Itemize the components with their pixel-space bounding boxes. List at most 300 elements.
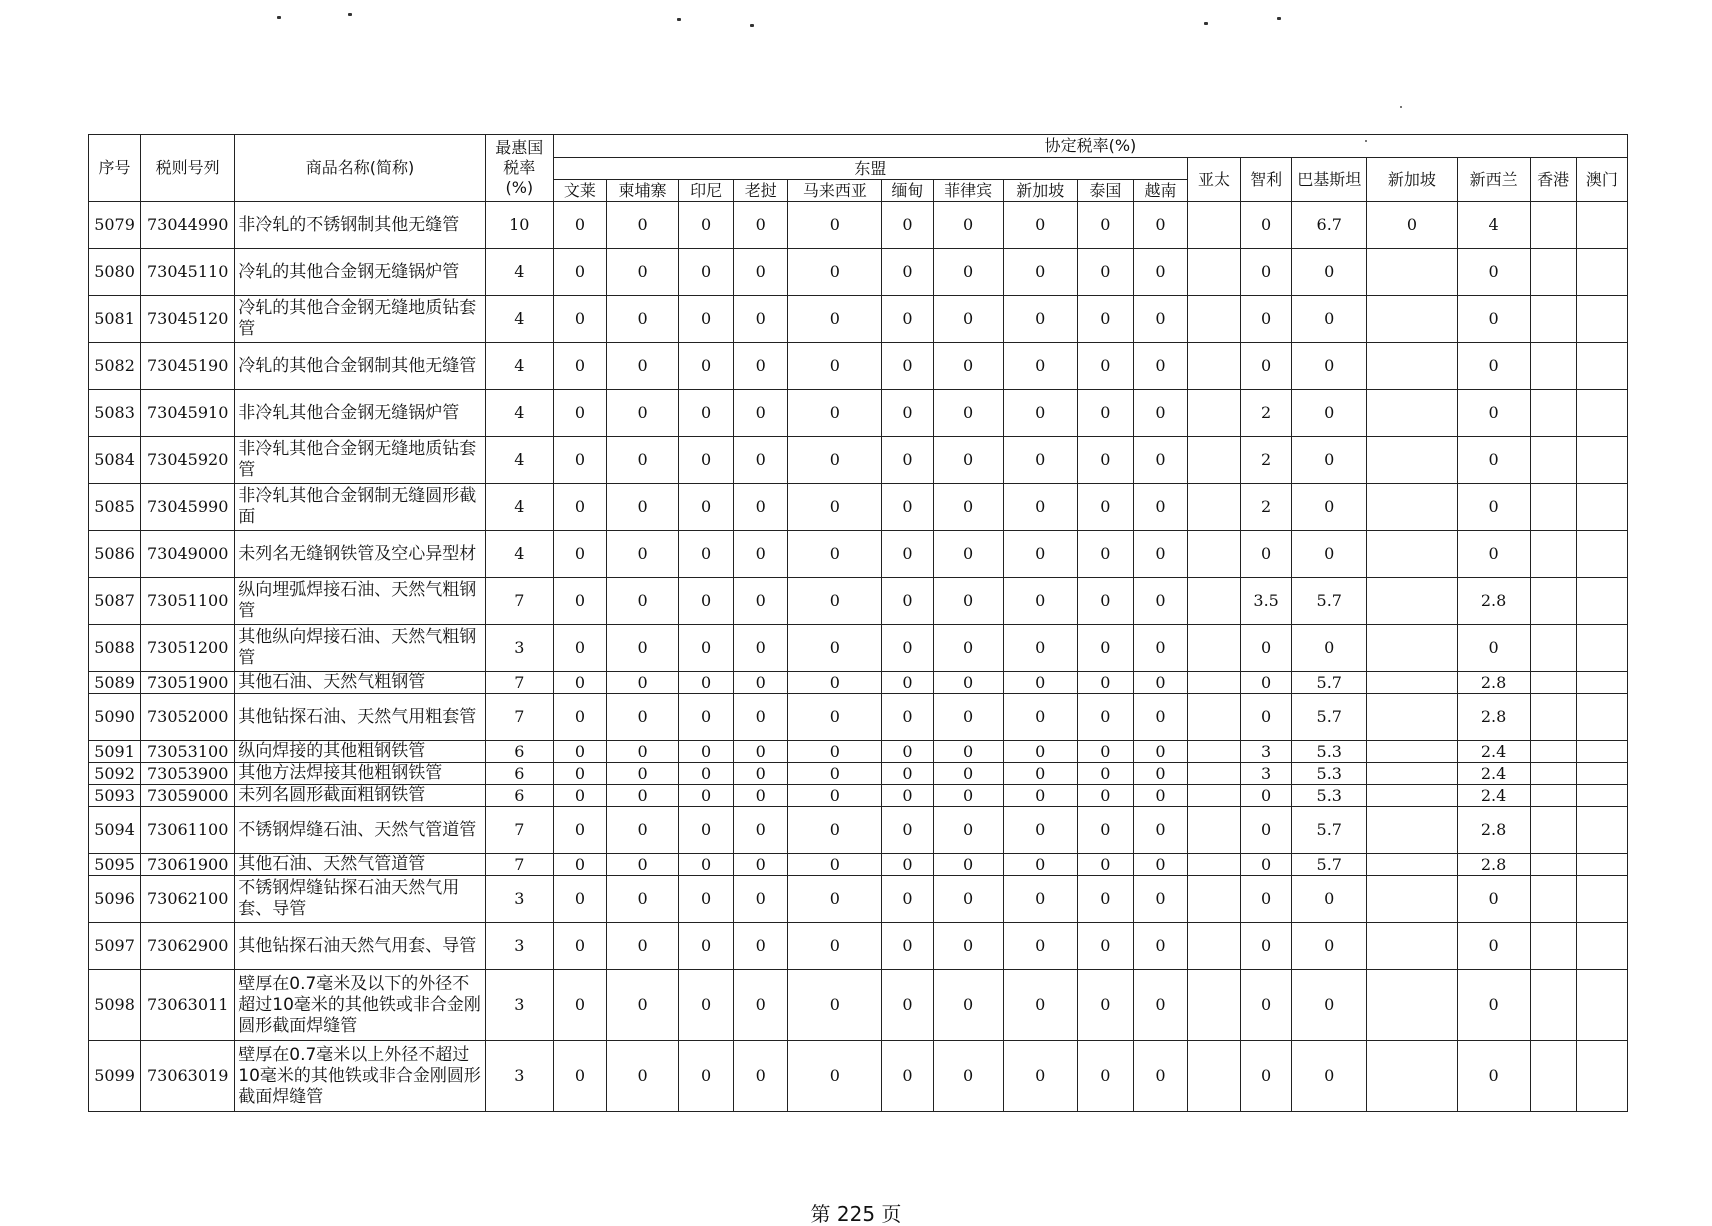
row-asean-rate: 0: [1133, 1041, 1187, 1112]
row-mfn: 4: [485, 249, 553, 296]
row-other-rate: [1188, 785, 1241, 807]
row-asean-rate: 0: [788, 785, 882, 807]
row-asean-rate: 0: [788, 296, 882, 343]
row-asean-rate: 0: [606, 1041, 678, 1112]
row-other-rate: 0: [1292, 1041, 1367, 1112]
row-asean-rate: 0: [606, 876, 678, 923]
header-other: 香港: [1530, 158, 1576, 202]
row-other-rate: [1367, 741, 1457, 763]
row-name: 不锈钢焊缝石油、天然气管道管: [235, 807, 485, 854]
row-seq: 5088: [89, 625, 141, 672]
row-asean-rate: 0: [553, 672, 606, 694]
row-other-rate: [1576, 390, 1627, 437]
row-asean-rate: 0: [553, 578, 606, 625]
row-asean-rate: 0: [788, 202, 882, 249]
row-seq: 5085: [89, 484, 141, 531]
row-other-rate: [1188, 296, 1241, 343]
row-other-rate: 2.8: [1457, 807, 1530, 854]
row-other-rate: [1576, 296, 1627, 343]
row-asean-rate: 0: [734, 625, 788, 672]
row-asean-rate: 0: [679, 807, 734, 854]
row-asean-rate: 0: [734, 202, 788, 249]
row-asean-rate: 0: [1077, 296, 1133, 343]
row-asean-rate: 0: [1077, 1041, 1133, 1112]
row-other-rate: 0: [1457, 876, 1530, 923]
row-asean-rate: 0: [1077, 741, 1133, 763]
page-number: 第 225 页: [810, 1202, 902, 1226]
row-other-rate: [1576, 484, 1627, 531]
row-name: 壁厚在0.7毫米及以下的外径不超过10毫米的其他铁或非合金刚圆形截面焊缝管: [235, 970, 485, 1041]
row-asean-rate: 0: [734, 672, 788, 694]
row-asean-rate: 0: [788, 390, 882, 437]
row-code: 73052000: [141, 694, 235, 741]
row-asean-rate: 0: [882, 854, 933, 876]
row-other-rate: [1367, 249, 1457, 296]
row-other-rate: 2.4: [1457, 741, 1530, 763]
row-mfn: 7: [485, 694, 553, 741]
row-other-rate: 0: [1241, 970, 1292, 1041]
row-other-rate: [1188, 694, 1241, 741]
row-other-rate: [1576, 741, 1627, 763]
row-asean-rate: 0: [679, 343, 734, 390]
row-other-rate: 0: [1457, 484, 1530, 531]
row-other-rate: [1576, 785, 1627, 807]
row-asean-rate: 0: [553, 296, 606, 343]
row-asean-rate: 0: [933, 923, 1003, 970]
row-mfn: 10: [485, 202, 553, 249]
row-seq: 5083: [89, 390, 141, 437]
row-asean-rate: 0: [1077, 694, 1133, 741]
table-row: [89, 854, 1628, 876]
row-other-rate: [1367, 390, 1457, 437]
header-mfn-line3: (%): [505, 178, 534, 197]
row-other-rate: [1530, 202, 1576, 249]
row-other-rate: [1188, 741, 1241, 763]
row-asean-rate: 0: [679, 741, 734, 763]
row-code: 73053100: [141, 741, 235, 763]
row-asean-rate: 0: [882, 694, 933, 741]
table-row: [89, 876, 1628, 923]
row-asean-rate: 0: [882, 249, 933, 296]
row-other-rate: 2.8: [1457, 672, 1530, 694]
row-asean-rate: 0: [1003, 854, 1077, 876]
row-asean-rate: 0: [679, 437, 734, 484]
row-other-rate: 0: [1241, 531, 1292, 578]
row-other-rate: [1188, 484, 1241, 531]
row-asean-rate: 0: [1077, 763, 1133, 785]
row-other-rate: [1576, 343, 1627, 390]
row-asean-rate: 0: [1133, 854, 1187, 876]
row-seq: 5096: [89, 876, 141, 923]
row-asean-rate: 0: [679, 484, 734, 531]
row-asean-rate: 0: [933, 763, 1003, 785]
row-asean-rate: 0: [606, 923, 678, 970]
row-asean-rate: 0: [553, 202, 606, 249]
row-name: 冷轧的其他合金钢制其他无缝管: [235, 343, 485, 390]
row-other-rate: [1576, 437, 1627, 484]
row-asean-rate: 0: [788, 672, 882, 694]
row-other-rate: [1530, 390, 1576, 437]
row-asean-rate: 0: [606, 343, 678, 390]
row-asean-rate: 0: [1077, 625, 1133, 672]
row-seq: 5094: [89, 807, 141, 854]
row-asean-rate: 0: [1077, 876, 1133, 923]
row-asean-rate: 0: [606, 578, 678, 625]
row-asean-rate: 0: [882, 484, 933, 531]
header-asean-country: 新加坡: [1003, 180, 1077, 202]
row-other-rate: [1188, 343, 1241, 390]
row-asean-rate: 0: [734, 785, 788, 807]
row-asean-rate: 0: [882, 672, 933, 694]
row-other-rate: 0: [1457, 343, 1530, 390]
row-code: 73059000: [141, 785, 235, 807]
row-asean-rate: 0: [553, 1041, 606, 1112]
row-other-rate: 3: [1241, 741, 1292, 763]
table-body: [89, 202, 1628, 1112]
row-asean-rate: 0: [1077, 785, 1133, 807]
table-row: [89, 970, 1628, 1041]
row-other-rate: 3.5: [1241, 578, 1292, 625]
row-other-rate: [1530, 741, 1576, 763]
row-asean-rate: 0: [734, 807, 788, 854]
header-asean-country: 柬埔寨: [606, 180, 678, 202]
row-other-rate: [1530, 484, 1576, 531]
row-asean-rate: 0: [734, 296, 788, 343]
header-seq: 序号: [89, 135, 141, 202]
row-asean-rate: 0: [734, 1041, 788, 1112]
row-asean-rate: 0: [788, 531, 882, 578]
row-code: 73063011: [141, 970, 235, 1041]
row-asean-rate: 0: [734, 484, 788, 531]
row-asean-rate: 0: [882, 1041, 933, 1112]
row-other-rate: [1188, 923, 1241, 970]
row-asean-rate: 0: [1133, 763, 1187, 785]
row-other-rate: [1367, 807, 1457, 854]
row-other-rate: [1188, 672, 1241, 694]
row-other-rate: [1188, 876, 1241, 923]
row-mfn: 7: [485, 672, 553, 694]
header-other: 智利: [1241, 158, 1292, 202]
row-asean-rate: 0: [1133, 296, 1187, 343]
row-mfn: 4: [485, 531, 553, 578]
row-asean-rate: 0: [1003, 807, 1077, 854]
row-other-rate: [1576, 531, 1627, 578]
row-asean-rate: 0: [1003, 390, 1077, 437]
row-other-rate: [1530, 672, 1576, 694]
row-seq: 5097: [89, 923, 141, 970]
row-asean-rate: 0: [882, 741, 933, 763]
row-other-rate: 0: [1292, 876, 1367, 923]
row-asean-rate: 0: [788, 1041, 882, 1112]
row-asean-rate: 0: [1003, 876, 1077, 923]
header-asean-country: 越南: [1133, 180, 1187, 202]
row-other-rate: 0: [1457, 249, 1530, 296]
row-other-rate: 5.7: [1292, 854, 1367, 876]
row-asean-rate: 0: [788, 807, 882, 854]
row-name: 其他石油、天然气粗钢管: [235, 672, 485, 694]
header-other: 新加坡: [1367, 158, 1457, 202]
row-seq: 5093: [89, 785, 141, 807]
row-other-rate: [1576, 578, 1627, 625]
table-row: [89, 923, 1628, 970]
row-asean-rate: 0: [679, 578, 734, 625]
row-code: 73061100: [141, 807, 235, 854]
row-mfn: 3: [485, 970, 553, 1041]
row-other-rate: [1576, 923, 1627, 970]
row-asean-rate: 0: [1003, 694, 1077, 741]
header-agreement: 协定税率(%): [553, 135, 1627, 158]
row-asean-rate: 0: [734, 578, 788, 625]
row-mfn: 4: [485, 296, 553, 343]
row-asean-rate: 0: [882, 578, 933, 625]
row-asean-rate: 0: [1003, 763, 1077, 785]
row-asean-rate: 0: [933, 531, 1003, 578]
row-asean-rate: 0: [734, 763, 788, 785]
tariff-table: [88, 134, 1628, 1112]
row-name: 非冷轧其他合金钢无缝地质钻套管: [235, 437, 485, 484]
table-row: [89, 672, 1628, 694]
table-row: [89, 694, 1628, 741]
row-asean-rate: 0: [606, 437, 678, 484]
row-asean-rate: 0: [606, 672, 678, 694]
row-other-rate: [1530, 625, 1576, 672]
row-name: 其他钻探石油、天然气用粗套管: [235, 694, 485, 741]
row-mfn: 7: [485, 854, 553, 876]
header-asean-country: 文莱: [553, 180, 606, 202]
row-other-rate: [1530, 531, 1576, 578]
row-other-rate: 0: [1292, 923, 1367, 970]
row-other-rate: 0: [1292, 437, 1367, 484]
row-asean-rate: 0: [1077, 807, 1133, 854]
row-asean-rate: 0: [734, 854, 788, 876]
row-other-rate: [1367, 343, 1457, 390]
row-asean-rate: 0: [933, 854, 1003, 876]
row-other-rate: [1188, 854, 1241, 876]
row-other-rate: [1367, 854, 1457, 876]
row-other-rate: [1576, 807, 1627, 854]
row-other-rate: [1367, 763, 1457, 785]
row-other-rate: [1530, 343, 1576, 390]
row-asean-rate: 0: [788, 249, 882, 296]
row-asean-rate: 0: [553, 249, 606, 296]
row-asean-rate: 0: [606, 249, 678, 296]
row-asean-rate: 0: [606, 763, 678, 785]
row-other-rate: [1576, 672, 1627, 694]
row-mfn: 6: [485, 785, 553, 807]
row-other-rate: 0: [1457, 970, 1530, 1041]
row-other-rate: [1367, 484, 1457, 531]
row-asean-rate: 0: [606, 785, 678, 807]
row-other-rate: 2.8: [1457, 578, 1530, 625]
row-asean-rate: 0: [1133, 343, 1187, 390]
row-other-rate: 0: [1457, 1041, 1530, 1112]
row-other-rate: [1530, 970, 1576, 1041]
row-code: 73045920: [141, 437, 235, 484]
table-row: [89, 785, 1628, 807]
row-name: 其他钻探石油天然气用套、导管: [235, 923, 485, 970]
row-other-rate: 0: [1292, 484, 1367, 531]
row-asean-rate: 0: [933, 249, 1003, 296]
row-other-rate: [1576, 763, 1627, 785]
row-mfn: 3: [485, 1041, 553, 1112]
row-other-rate: 0: [1292, 970, 1367, 1041]
row-asean-rate: 0: [1003, 923, 1077, 970]
row-other-rate: [1576, 876, 1627, 923]
row-other-rate: [1530, 785, 1576, 807]
row-code: 73062100: [141, 876, 235, 923]
row-asean-rate: 0: [788, 741, 882, 763]
row-mfn: 4: [485, 343, 553, 390]
row-asean-rate: 0: [788, 970, 882, 1041]
row-other-rate: [1367, 1041, 1457, 1112]
row-asean-rate: 0: [734, 390, 788, 437]
row-other-rate: 5.3: [1292, 763, 1367, 785]
row-other-rate: [1367, 923, 1457, 970]
row-asean-rate: 0: [553, 390, 606, 437]
row-asean-rate: 0: [788, 694, 882, 741]
row-other-rate: [1576, 625, 1627, 672]
row-asean-rate: 0: [679, 1041, 734, 1112]
row-other-rate: 0: [1292, 531, 1367, 578]
header-code: 税则号列: [141, 135, 235, 202]
row-other-rate: [1530, 807, 1576, 854]
row-other-rate: 0: [1457, 531, 1530, 578]
row-asean-rate: 0: [679, 531, 734, 578]
row-asean-rate: 0: [788, 625, 882, 672]
row-mfn: 3: [485, 625, 553, 672]
row-other-rate: [1188, 1041, 1241, 1112]
row-asean-rate: 0: [882, 437, 933, 484]
row-asean-rate: 0: [788, 763, 882, 785]
row-asean-rate: 0: [1133, 785, 1187, 807]
row-other-rate: [1367, 531, 1457, 578]
row-other-rate: 0: [1457, 625, 1530, 672]
row-asean-rate: 0: [933, 296, 1003, 343]
row-asean-rate: 0: [553, 807, 606, 854]
row-other-rate: [1367, 876, 1457, 923]
row-asean-rate: 0: [1077, 923, 1133, 970]
row-other-rate: 5.3: [1292, 785, 1367, 807]
row-asean-rate: 0: [1133, 923, 1187, 970]
row-other-rate: [1188, 390, 1241, 437]
row-asean-rate: 0: [679, 296, 734, 343]
row-seq: 5082: [89, 343, 141, 390]
row-asean-rate: 0: [1133, 625, 1187, 672]
row-code: 73045990: [141, 484, 235, 531]
row-asean-rate: 0: [606, 970, 678, 1041]
row-asean-rate: 0: [734, 923, 788, 970]
row-other-rate: [1188, 437, 1241, 484]
row-asean-rate: 0: [882, 923, 933, 970]
row-asean-rate: 0: [553, 923, 606, 970]
row-asean-rate: 0: [1003, 531, 1077, 578]
row-other-rate: [1367, 694, 1457, 741]
row-asean-rate: 0: [734, 876, 788, 923]
row-asean-rate: 0: [1133, 390, 1187, 437]
row-other-rate: [1576, 249, 1627, 296]
header-other: 亚太: [1188, 158, 1241, 202]
row-asean-rate: 0: [1133, 876, 1187, 923]
row-asean-rate: 0: [1133, 672, 1187, 694]
row-asean-rate: 0: [882, 296, 933, 343]
row-other-rate: [1367, 437, 1457, 484]
row-asean-rate: 0: [734, 249, 788, 296]
row-asean-rate: 0: [1003, 672, 1077, 694]
header-mfn-line2: 税率: [503, 158, 536, 177]
row-asean-rate: 0: [679, 876, 734, 923]
scan-speck: [677, 18, 681, 21]
row-asean-rate: 0: [679, 923, 734, 970]
row-code: 73062900: [141, 923, 235, 970]
row-asean-rate: 0: [1003, 484, 1077, 531]
row-other-rate: [1367, 578, 1457, 625]
scan-speck: [1277, 17, 1281, 20]
row-other-rate: 5.7: [1292, 578, 1367, 625]
row-asean-rate: 0: [679, 694, 734, 741]
row-asean-rate: 0: [1133, 249, 1187, 296]
row-other-rate: 0: [1241, 807, 1292, 854]
row-asean-rate: 0: [933, 970, 1003, 1041]
header-asean-country: 缅甸: [882, 180, 933, 202]
row-code: 73045190: [141, 343, 235, 390]
row-other-rate: [1530, 1041, 1576, 1112]
row-asean-rate: 0: [1133, 531, 1187, 578]
row-asean-rate: 0: [933, 625, 1003, 672]
row-asean-rate: 0: [1003, 970, 1077, 1041]
row-name: 纵向埋弧焊接石油、天然气粗钢管: [235, 578, 485, 625]
row-other-rate: 2.8: [1457, 854, 1530, 876]
row-other-rate: 0: [1241, 296, 1292, 343]
header-asean-country: 菲律宾: [933, 180, 1003, 202]
row-asean-rate: 0: [679, 785, 734, 807]
row-asean-rate: 0: [933, 876, 1003, 923]
scan-speck: [750, 24, 754, 27]
row-asean-rate: 0: [734, 531, 788, 578]
row-asean-rate: 0: [1077, 202, 1133, 249]
row-other-rate: [1367, 296, 1457, 343]
row-asean-rate: 0: [679, 625, 734, 672]
row-asean-rate: 0: [553, 785, 606, 807]
row-asean-rate: 0: [882, 785, 933, 807]
row-asean-rate: 0: [606, 854, 678, 876]
header-asean: 东盟: [553, 158, 1187, 180]
row-asean-rate: 0: [1133, 807, 1187, 854]
row-asean-rate: 0: [1077, 249, 1133, 296]
row-other-rate: [1188, 202, 1241, 249]
row-other-rate: [1576, 694, 1627, 741]
row-asean-rate: 0: [679, 249, 734, 296]
row-name: 冷轧的其他合金钢无缝地质钻套管: [235, 296, 485, 343]
table-row: [89, 763, 1628, 785]
row-other-rate: 2: [1241, 390, 1292, 437]
row-code: 73051100: [141, 578, 235, 625]
row-asean-rate: 0: [553, 741, 606, 763]
row-asean-rate: 0: [1133, 970, 1187, 1041]
row-seq: 5081: [89, 296, 141, 343]
row-other-rate: 0: [1292, 390, 1367, 437]
row-other-rate: [1367, 970, 1457, 1041]
row-other-rate: [1188, 625, 1241, 672]
row-asean-rate: 0: [933, 390, 1003, 437]
row-asean-rate: 0: [788, 437, 882, 484]
row-other-rate: [1530, 876, 1576, 923]
row-asean-rate: 0: [882, 202, 933, 249]
row-other-rate: 0: [1241, 854, 1292, 876]
table-row: [89, 437, 1628, 484]
row-seq: 5084: [89, 437, 141, 484]
row-seq: 5098: [89, 970, 141, 1041]
row-other-rate: [1530, 694, 1576, 741]
